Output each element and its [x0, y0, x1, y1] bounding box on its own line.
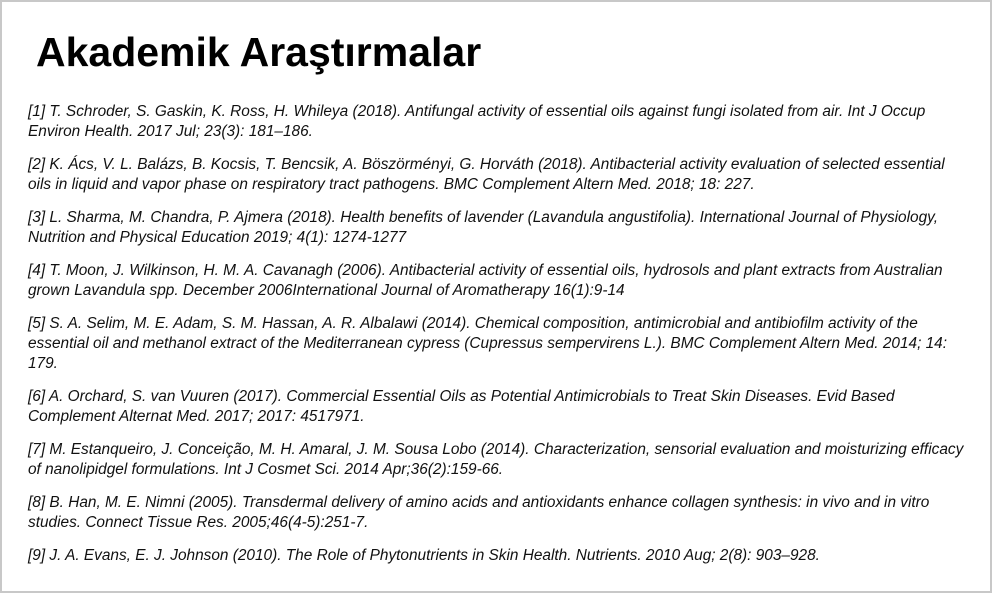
reference-item-1: [1] T. Schroder, S. Gaskin, K. Ross, H. Whileya (2018). Antifungal activity of essential oils against fungi isolated from air. Int J Occup Environ Health. 2017 Jul; 23(3): 181–186. — [28, 103, 926, 140]
page-title: Akademik Araştırmalar — [36, 29, 482, 75]
reference-item-7: [7] M. Estanqueiro, J. Conceição, M. H. Amaral, J. M. Sousa Lobo (2014). Characterization, sensorial evaluation and moisturizing efficacy of nanolipidgel formulations. Int J Cosmet Sci. 2014 Apr;36(2):159-66. — [28, 441, 964, 478]
reference-item-6: [6] A. Orchard, S. van Vuuren (2017). Commercial Essential Oils as Potential Antimicrobials to Treat Skin Diseases. Evid Based Complement Alternat Med. 2017; 2017: 4517971. — [28, 388, 895, 425]
reference-item-3: [3] L. Sharma, M. Chandra, P. Ajmera (2018). Health benefits of lavender (Lavandula angustifolia). International Journal of Physiology, Nutrition and Physical Education 2019; 4(1): 1274-1277 — [28, 209, 938, 246]
reference-item-5: [5] S. A. Selim, M. E. Adam, S. M. Hassan, A. R. Albalawi (2014). Chemical composition, antimicrobial and antibiofilm activity of the essential oil and methanol extract of the Mediterranean cypress (Cupressus sempervirens L.). BMC Complement Altern Med. 2014; 14: 179. — [28, 315, 948, 372]
reference-item-4: [4] T. Moon, J. Wilkinson, H. M. A. Cavanagh (2006). Antibacterial activity of essential oils, hydrosols and plant extracts from Australian grown Lavandula spp. December 2006International Journal of Aromatherapy 16(1):9-14 — [28, 262, 943, 299]
reference-item-9: [9] J. A. Evans, E. J. Johnson (2010). The Role of Phytonutrients in Skin Health. Nutrients. 2010 Aug; 2(8): 903–928. — [28, 547, 820, 564]
reference-item-2: [2] K. Ács, V. L. Balázs, B. Kocsis, T. Bencsik, A. Böszörményi, G. Horváth (2018). Antibacterial activity evaluation of selected essential oils in liquid and vapor phase on respiratory tract pathogens. BMC Complement Altern Med. 2018; 18: 227. — [28, 156, 945, 193]
reference-item-8: [8] B. Han, M. E. Nimni (2005). Transdermal delivery of amino acids and antioxidants enhance collagen synthesis: in vivo and in vitro studies. Connect Tissue Res. 2005;46(4-5):251-7. — [28, 494, 930, 531]
reference-list — [28, 102, 968, 579]
